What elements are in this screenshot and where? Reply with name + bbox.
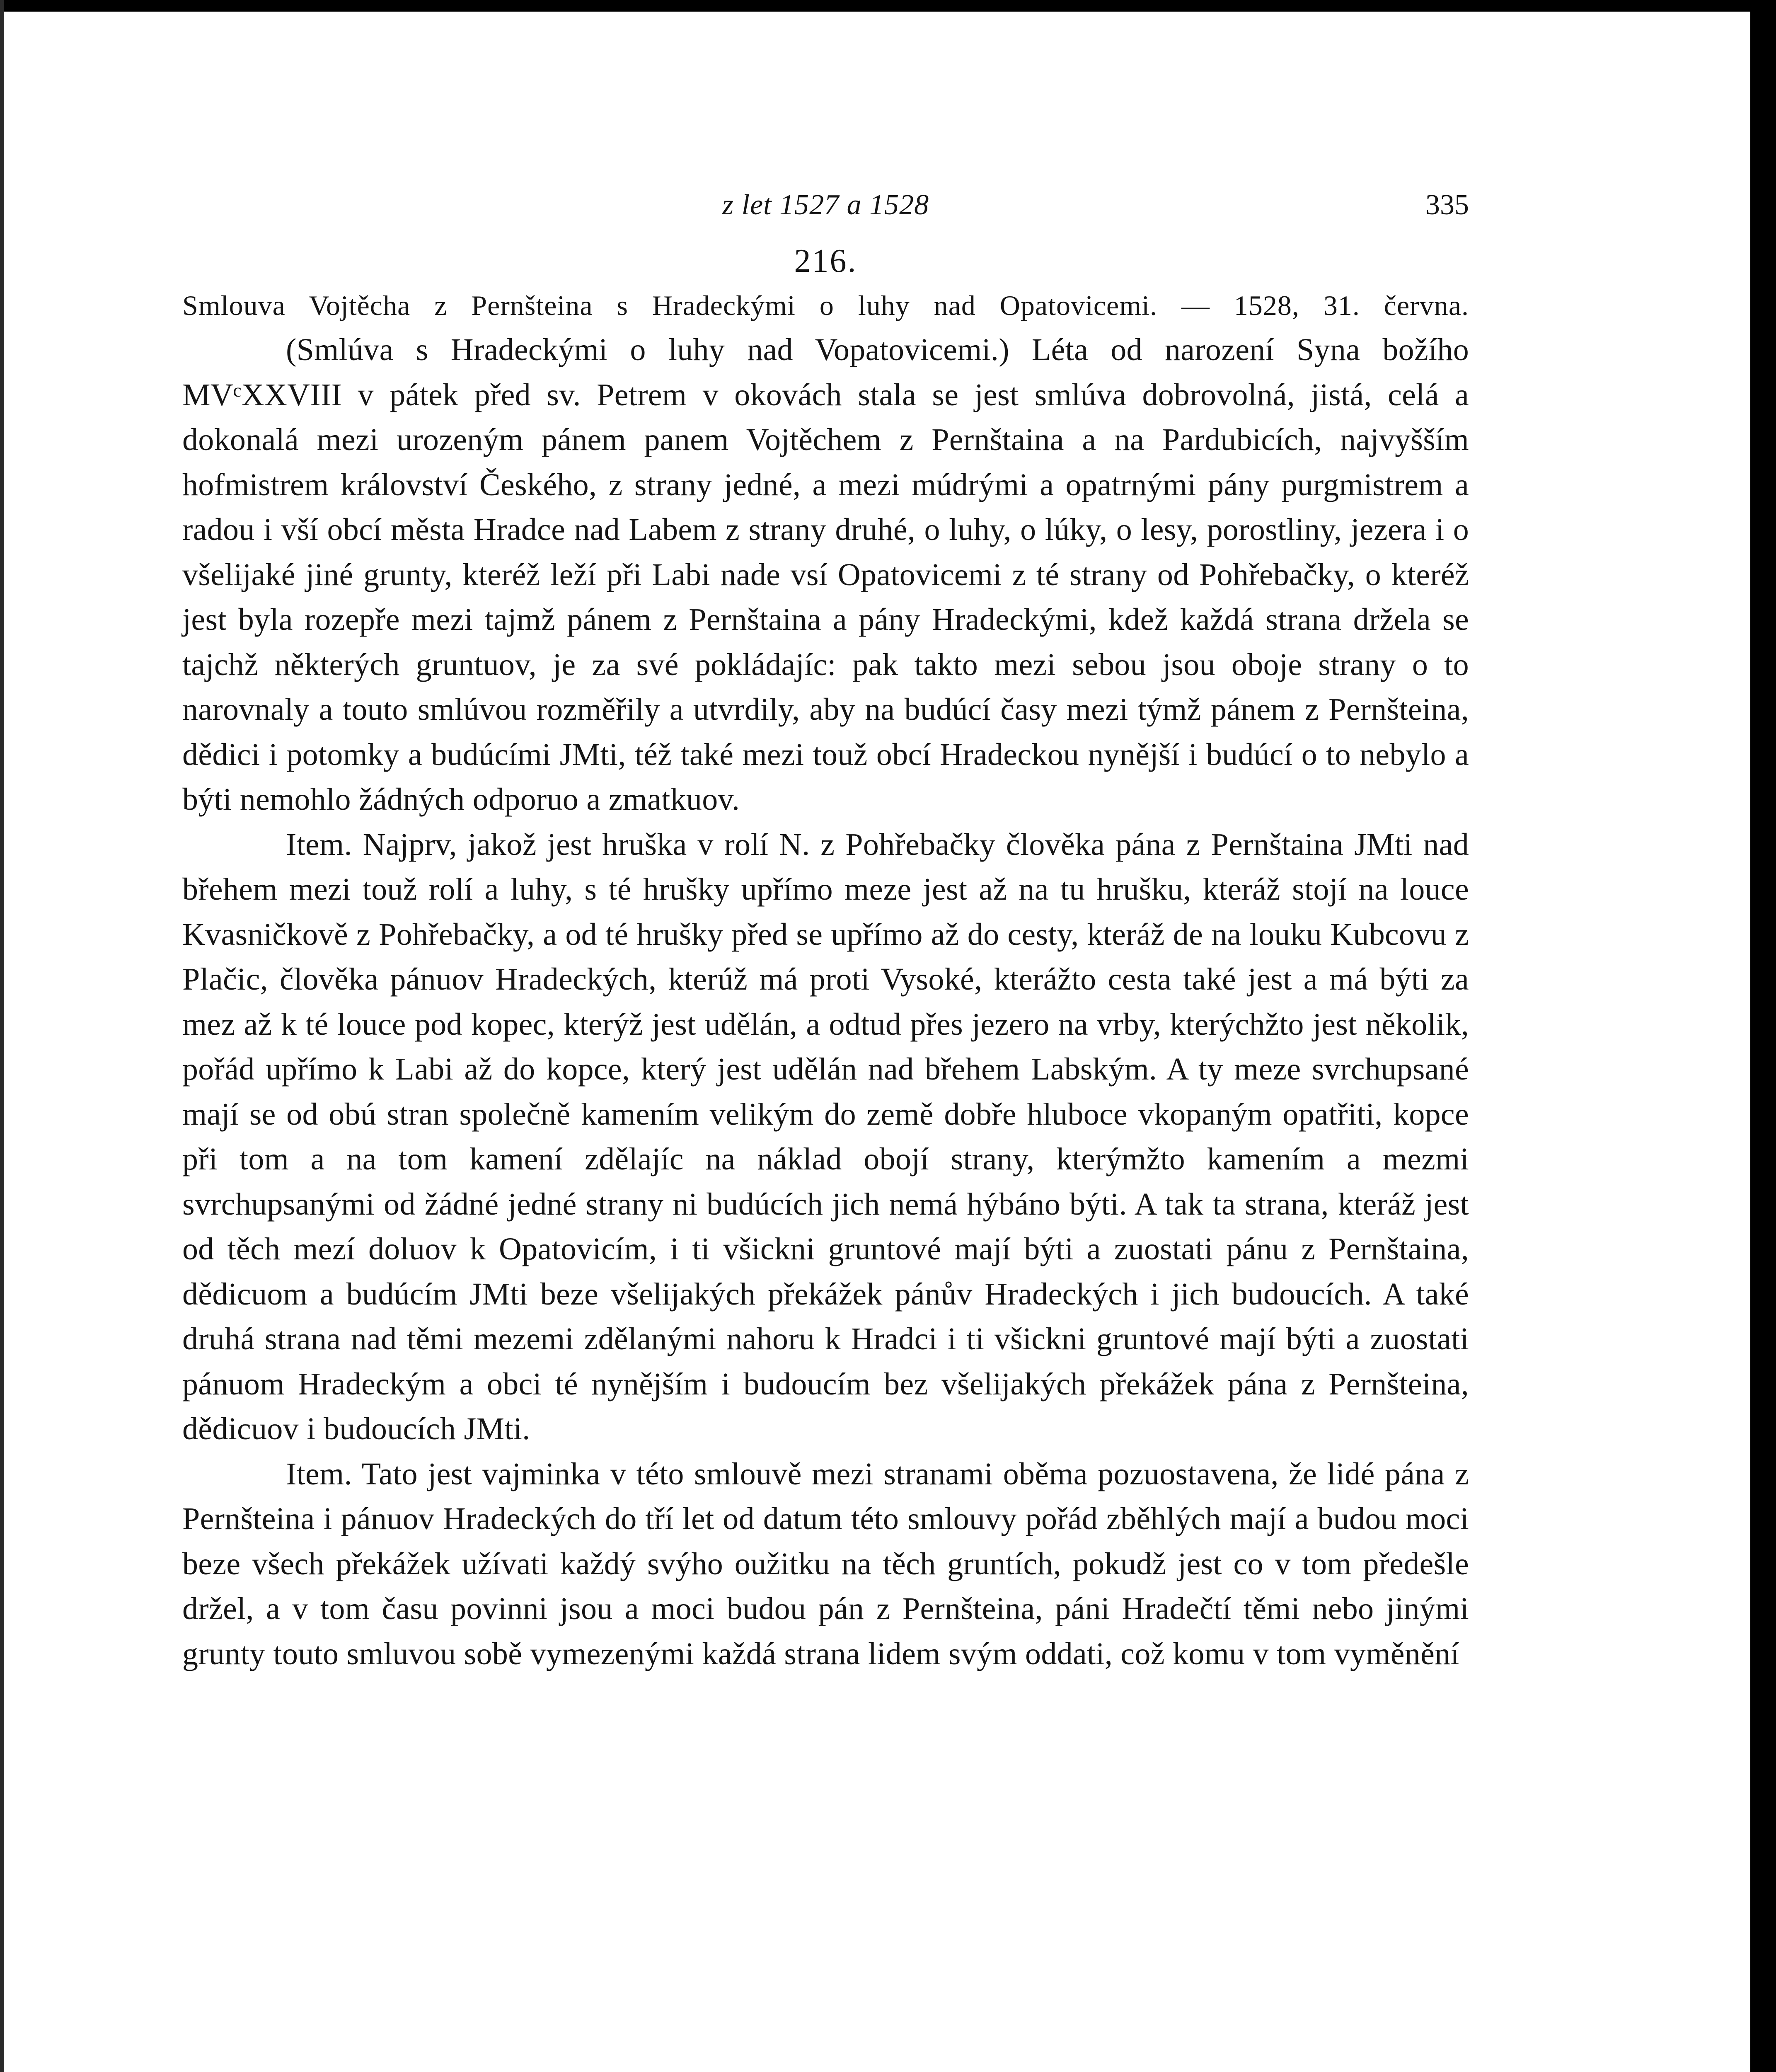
page-content bbox=[182, 189, 1469, 1676]
scan-border-right bbox=[1750, 0, 1776, 2072]
paragraph-3: Item. Tato jest vajminka v této smlouvě mezi stranami oběma pozuostavena, že lidé pána z Pernšteina i pánuov Hradeckých do tří let od datum této smlouvy pořád zběhlých mají a budou moci beze všech překážek užívati každý svýho oužitku na těch gruntích, pokudž jest co v tom předešle držel, a v tom času povinni jsou a moci budou pán z Pernšteina, páni Hradečtí těmi nebo jinými grunty touto smluvou sobě vymezenými každá strana lidem svým oddati, což komu v tom vyměnění bbox=[182, 1456, 1469, 1671]
running-head bbox=[182, 189, 1469, 238]
document-heading: Smlouva Vojtěcha z Pernšteina s Hradeckými o luhy nad Opatovicemi. — 1528, 31. června. bbox=[182, 290, 1469, 321]
document-number: 216. bbox=[794, 243, 857, 279]
paragraph-1: (Smlúva s Hradeckými o luhy nad Vopatovicemi.) Léta od narození Syna božího MVᶜXXVIII v pátek před sv. Petrem v okovách stala se jest smlúva dobrovolná, jistá, celá a dokonalá mezi urozeným pánem panem Vojtěchem z Pernštaina a na Pardubicích, najvyšším hofmistrem království Českého, z strany jedné, a mezi múdrými a opatrnými pány purgmistrem a radou i vší obcí města Hradce nad Labem z strany druhé, o luhy, o lúky, o lesy, porostliny, jezera i o všelijaké jiné grunty, kteréž leží při Labi nade vsí Opatovicemi z té strany od Pohřebačky, o kteréž jest byla rozepře mezi tajmž pánem z Pernštaina a pány Hradeckými, kdež každá strana držela se tajchž některých gruntuov, je za své pokládajíc: pak takto mezi sebou jsou oboje strany o to narovnaly a touto smlúvou rozměřily a utvrdily, aby na budúcí časy mezi týmž pánem z Pernšteina, dědici i potomky a budúcími JMti, též také mezi touž obcí Hradeckou nynější i budúcí o to nebylo a býti nemohlo žádných odporuo a zmatkuov. bbox=[182, 332, 1469, 817]
scan-border-top bbox=[0, 0, 1776, 12]
running-title: z let 1527 a 1528 bbox=[722, 189, 929, 221]
paragraph-2: Item. Najprv, jakož jest hruška v rolí N. z Pohřebačky člověka pána z Pernštaina JMti nad břehem mezi touž rolí a luhy, s té hrušky upřímo meze jest až na tu hrušku, kteráž stojí na louce Kvasničkově z Pohřebačky, a od té hrušky před se upřímo až do cesty, kteráž de na louku Kubcovu z Plačic, člověka pánuov Hradeckých, kterúž má proti Vysoké, kterážto cesta také jest a má býti za mez až k té louce pod kopec, kterýž jest udělán, a odtud přes jezero na vrby, kterýchžto jest několik, pořád upřímo k Labi až do kopce, který jest udělán nad břehem Labským. A ty meze svrchupsané mají se od obú stran společně kamením velikým do země dobře hluboce vkopaným opatřiti, kopce při tom a na tom kamení zdělajíc na náklad obojí strany, kterýmžto kamením a mezmi svrchupsanými od žádné jedné strany ni budúcích jich nemá hýbáno býti. A tak ta strana, kteráž jest od těch mezí doluov k Opatovicím, i ti všickni gruntové mají býti a zuostati pánu z Pernštaina, dědicuom a budúcím JMti beze všelijakých překážek pánův Hradeckých i jich budoucích. A také druhá strana nad těmi mezemi zdělanými nahoru k Hradci i ti všickni gruntové mají býti a zuostati pánuom Hradeckým a obci té nynějším i budoucím bez všelijakých překážek pána z Pernšteina, dědicuov i budoucích JMti. bbox=[182, 827, 1469, 1446]
page-number: 335 bbox=[1425, 189, 1469, 221]
scan-edge-left bbox=[0, 0, 4, 2072]
